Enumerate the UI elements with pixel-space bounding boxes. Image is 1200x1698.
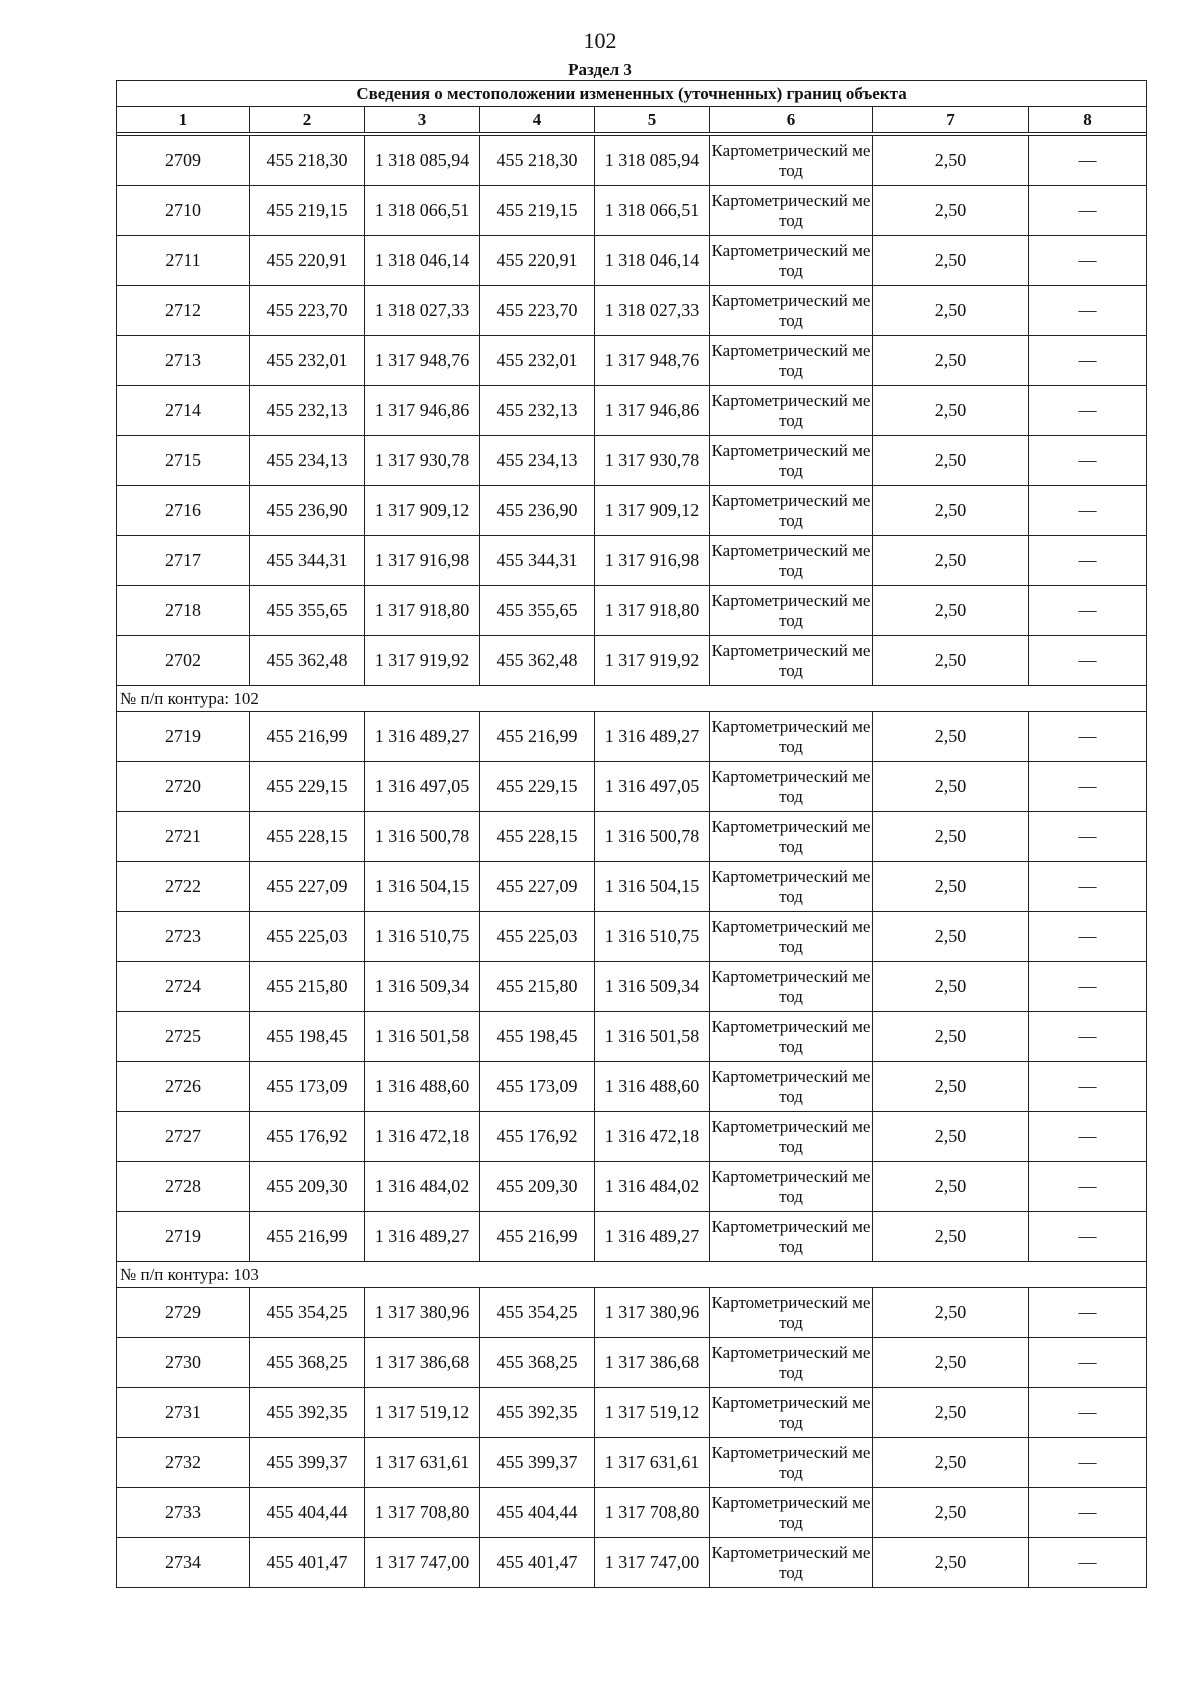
cell-x-existing: 455 344,31 xyxy=(250,536,365,586)
contour-row xyxy=(117,1262,1147,1288)
cell-x-new: 455 401,47 xyxy=(480,1538,595,1588)
table-row xyxy=(117,236,1147,286)
cell-point-number: 2722 xyxy=(117,862,250,912)
cell-x-new: 455 354,25 xyxy=(480,1288,595,1338)
contour-row xyxy=(117,686,1147,712)
cell-point-number: 2731 xyxy=(117,1388,250,1438)
cell-x-new: 455 209,30 xyxy=(480,1162,595,1212)
cell-description: — xyxy=(1029,1538,1147,1588)
cell-accuracy: 2,50 xyxy=(873,286,1029,336)
cell-point-number: 2710 xyxy=(117,186,250,236)
cell-y-existing: 1 317 909,12 xyxy=(365,486,480,536)
cell-y-new: 1 317 747,00 xyxy=(595,1538,710,1588)
cell-x-existing: 455 223,70 xyxy=(250,286,365,336)
cell-point-number: 2711 xyxy=(117,236,250,286)
cell-y-new: 1 316 509,34 xyxy=(595,962,710,1012)
cell-description: — xyxy=(1029,962,1147,1012)
cell-y-new: 1 318 066,51 xyxy=(595,186,710,236)
cell-x-new: 455 399,37 xyxy=(480,1438,595,1488)
cell-y-new: 1 316 488,60 xyxy=(595,1062,710,1112)
cell-x-new: 455 404,44 xyxy=(480,1488,595,1538)
cell-x-new: 455 229,15 xyxy=(480,762,595,812)
cell-y-new: 1 317 930,78 xyxy=(595,436,710,486)
cell-y-existing: 1 316 484,02 xyxy=(365,1162,480,1212)
cell-x-new: 455 220,91 xyxy=(480,236,595,286)
cell-y-existing: 1 316 488,60 xyxy=(365,1062,480,1112)
cell-x-new: 455 216,99 xyxy=(480,1212,595,1262)
cell-accuracy: 2,50 xyxy=(873,1538,1029,1588)
table-row xyxy=(117,1388,1147,1438)
cell-description: — xyxy=(1029,286,1147,336)
cell-y-existing: 1 317 708,80 xyxy=(365,1488,480,1538)
cell-description: — xyxy=(1029,636,1147,686)
cell-method: Картометрический метод xyxy=(710,536,873,586)
cell-y-new: 1 318 085,94 xyxy=(595,136,710,186)
cell-x-existing: 455 236,90 xyxy=(250,486,365,536)
cell-accuracy: 2,50 xyxy=(873,336,1029,386)
cell-point-number: 2713 xyxy=(117,336,250,386)
cell-x-existing: 455 234,13 xyxy=(250,436,365,486)
cell-y-existing: 1 316 500,78 xyxy=(365,812,480,862)
contour-label: № п/п контура: 103 xyxy=(117,1262,1147,1288)
cell-accuracy: 2,50 xyxy=(873,1438,1029,1488)
cell-y-existing: 1 317 918,80 xyxy=(365,586,480,636)
cell-x-existing: 455 354,25 xyxy=(250,1288,365,1338)
cell-point-number: 2730 xyxy=(117,1338,250,1388)
cell-method: Картометрический метод xyxy=(710,236,873,286)
cell-method: Картометрический метод xyxy=(710,1538,873,1588)
cell-x-new: 455 392,35 xyxy=(480,1388,595,1438)
cell-x-existing: 455 392,35 xyxy=(250,1388,365,1438)
cell-point-number: 2727 xyxy=(117,1112,250,1162)
cell-accuracy: 2,50 xyxy=(873,1388,1029,1438)
cell-method: Картометрический метод xyxy=(710,712,873,762)
table-row xyxy=(117,1488,1147,1538)
cell-x-new: 455 236,90 xyxy=(480,486,595,536)
cell-description: — xyxy=(1029,712,1147,762)
cell-point-number: 2716 xyxy=(117,486,250,536)
cell-method: Картометрический метод xyxy=(710,1212,873,1262)
cell-x-new: 455 344,31 xyxy=(480,536,595,586)
page-number: 102 xyxy=(583,28,617,53)
cell-y-existing: 1 317 930,78 xyxy=(365,436,480,486)
cell-method: Картометрический метод xyxy=(710,812,873,862)
cell-method: Картометрический метод xyxy=(710,1112,873,1162)
cell-accuracy: 2,50 xyxy=(873,712,1029,762)
cell-y-new: 1 317 386,68 xyxy=(595,1338,710,1388)
column-header: 1 xyxy=(117,107,250,133)
cell-x-existing: 455 216,99 xyxy=(250,712,365,762)
cell-description: — xyxy=(1029,1488,1147,1538)
cell-method: Картометрический метод xyxy=(710,1488,873,1538)
cell-method: Картометрический метод xyxy=(710,1438,873,1488)
cell-y-new: 1 316 497,05 xyxy=(595,762,710,812)
table-row xyxy=(117,386,1147,436)
cell-y-new: 1 318 046,14 xyxy=(595,236,710,286)
cell-method: Картометрический метод xyxy=(710,436,873,486)
cell-y-existing: 1 316 504,15 xyxy=(365,862,480,912)
cell-x-new: 455 234,13 xyxy=(480,436,595,486)
cell-y-new: 1 317 380,96 xyxy=(595,1288,710,1338)
cell-y-existing: 1 318 027,33 xyxy=(365,286,480,336)
cell-description: — xyxy=(1029,1288,1147,1338)
cell-method: Картометрический метод xyxy=(710,862,873,912)
table-row xyxy=(117,1112,1147,1162)
cell-x-new: 455 198,45 xyxy=(480,1012,595,1062)
cell-x-existing: 455 399,37 xyxy=(250,1438,365,1488)
cell-accuracy: 2,50 xyxy=(873,1112,1029,1162)
table-row xyxy=(117,962,1147,1012)
cell-description: — xyxy=(1029,136,1147,186)
cell-method: Картометрический метод xyxy=(710,586,873,636)
table-body xyxy=(117,136,1147,1588)
table-row xyxy=(117,586,1147,636)
cell-method: Картометрический метод xyxy=(710,386,873,436)
cell-x-existing: 455 173,09 xyxy=(250,1062,365,1112)
cell-y-new: 1 316 500,78 xyxy=(595,812,710,862)
column-header: 6 xyxy=(710,107,873,133)
cell-method: Картометрический метод xyxy=(710,762,873,812)
cell-method: Картометрический метод xyxy=(710,1162,873,1212)
boundary-coordinates-table xyxy=(116,80,1147,1588)
cell-description: — xyxy=(1029,1162,1147,1212)
table-row xyxy=(117,912,1147,962)
cell-x-new: 455 215,80 xyxy=(480,962,595,1012)
cell-x-existing: 455 401,47 xyxy=(250,1538,365,1588)
table-row xyxy=(117,1538,1147,1588)
table-row xyxy=(117,1162,1147,1212)
cell-y-existing: 1 317 380,96 xyxy=(365,1288,480,1338)
cell-y-new: 1 317 918,80 xyxy=(595,586,710,636)
cell-description: — xyxy=(1029,1212,1147,1262)
cell-accuracy: 2,50 xyxy=(873,536,1029,586)
cell-x-existing: 455 176,92 xyxy=(250,1112,365,1162)
cell-x-existing: 455 216,99 xyxy=(250,1212,365,1262)
table-row xyxy=(117,1212,1147,1262)
table-row xyxy=(117,536,1147,586)
column-header: 7 xyxy=(873,107,1029,133)
cell-accuracy: 2,50 xyxy=(873,486,1029,536)
cell-y-new: 1 317 946,86 xyxy=(595,386,710,436)
column-header: 3 xyxy=(365,107,480,133)
table-row xyxy=(117,636,1147,686)
cell-x-existing: 455 219,15 xyxy=(250,186,365,236)
cell-x-existing: 455 362,48 xyxy=(250,636,365,686)
column-header: 2 xyxy=(250,107,365,133)
cell-description: — xyxy=(1029,1438,1147,1488)
cell-point-number: 2734 xyxy=(117,1538,250,1588)
cell-description: — xyxy=(1029,486,1147,536)
cell-point-number: 2724 xyxy=(117,962,250,1012)
table-row xyxy=(117,862,1147,912)
cell-description: — xyxy=(1029,236,1147,286)
cell-x-existing: 455 232,13 xyxy=(250,386,365,436)
cell-x-existing: 455 368,25 xyxy=(250,1338,365,1388)
cell-accuracy: 2,50 xyxy=(873,1012,1029,1062)
cell-method: Картометрический метод xyxy=(710,1012,873,1062)
table-row xyxy=(117,1012,1147,1062)
cell-x-new: 455 368,25 xyxy=(480,1338,595,1388)
cell-y-existing: 1 316 509,34 xyxy=(365,962,480,1012)
cell-x-existing: 455 229,15 xyxy=(250,762,365,812)
cell-y-new: 1 317 631,61 xyxy=(595,1438,710,1488)
cell-y-existing: 1 318 046,14 xyxy=(365,236,480,286)
cell-x-new: 455 218,30 xyxy=(480,136,595,186)
cell-y-existing: 1 316 489,27 xyxy=(365,712,480,762)
cell-point-number: 2717 xyxy=(117,536,250,586)
cell-description: — xyxy=(1029,912,1147,962)
cell-y-new: 1 317 916,98 xyxy=(595,536,710,586)
cell-x-existing: 455 228,15 xyxy=(250,812,365,862)
cell-y-existing: 1 316 497,05 xyxy=(365,762,480,812)
cell-y-new: 1 316 489,27 xyxy=(595,712,710,762)
table-row xyxy=(117,812,1147,862)
cell-description: — xyxy=(1029,536,1147,586)
cell-x-existing: 455 232,01 xyxy=(250,336,365,386)
cell-y-existing: 1 318 085,94 xyxy=(365,136,480,186)
cell-x-new: 455 176,92 xyxy=(480,1112,595,1162)
cell-description: — xyxy=(1029,1062,1147,1112)
cell-x-existing: 455 227,09 xyxy=(250,862,365,912)
cell-accuracy: 2,50 xyxy=(873,636,1029,686)
cell-point-number: 2720 xyxy=(117,762,250,812)
cell-description: — xyxy=(1029,1112,1147,1162)
cell-y-existing: 1 316 489,27 xyxy=(365,1212,480,1262)
cell-y-new: 1 316 484,02 xyxy=(595,1162,710,1212)
cell-point-number: 2718 xyxy=(117,586,250,636)
cell-description: — xyxy=(1029,1012,1147,1062)
cell-y-existing: 1 316 501,58 xyxy=(365,1012,480,1062)
cell-description: — xyxy=(1029,862,1147,912)
table-row xyxy=(117,136,1147,186)
cell-accuracy: 2,50 xyxy=(873,1488,1029,1538)
cell-x-new: 455 228,15 xyxy=(480,812,595,862)
cell-y-existing: 1 316 472,18 xyxy=(365,1112,480,1162)
cell-accuracy: 2,50 xyxy=(873,1062,1029,1112)
cell-y-new: 1 318 027,33 xyxy=(595,286,710,336)
cell-x-new: 455 232,13 xyxy=(480,386,595,436)
cell-method: Картометрический метод xyxy=(710,1288,873,1338)
cell-description: — xyxy=(1029,586,1147,636)
cell-accuracy: 2,50 xyxy=(873,236,1029,286)
cell-description: — xyxy=(1029,762,1147,812)
cell-x-new: 455 173,09 xyxy=(480,1062,595,1112)
cell-accuracy: 2,50 xyxy=(873,586,1029,636)
cell-method: Картометрический метод xyxy=(710,1388,873,1438)
cell-accuracy: 2,50 xyxy=(873,862,1029,912)
cell-x-new: 455 355,65 xyxy=(480,586,595,636)
cell-method: Картометрический метод xyxy=(710,286,873,336)
cell-accuracy: 2,50 xyxy=(873,436,1029,486)
table-row xyxy=(117,762,1147,812)
cell-y-new: 1 317 708,80 xyxy=(595,1488,710,1538)
table-row xyxy=(117,1438,1147,1488)
cell-accuracy: 2,50 xyxy=(873,812,1029,862)
cell-x-existing: 455 355,65 xyxy=(250,586,365,636)
cell-method: Картометрический метод xyxy=(710,186,873,236)
cell-y-new: 1 317 519,12 xyxy=(595,1388,710,1438)
cell-point-number: 2728 xyxy=(117,1162,250,1212)
cell-method: Картометрический метод xyxy=(710,486,873,536)
cell-x-existing: 455 225,03 xyxy=(250,912,365,962)
cell-y-existing: 1 317 919,92 xyxy=(365,636,480,686)
cell-point-number: 2715 xyxy=(117,436,250,486)
cell-y-new: 1 316 510,75 xyxy=(595,912,710,962)
cell-x-existing: 455 215,80 xyxy=(250,962,365,1012)
cell-y-existing: 1 317 948,76 xyxy=(365,336,480,386)
column-header: 5 xyxy=(595,107,710,133)
cell-point-number: 2709 xyxy=(117,136,250,186)
table-row xyxy=(117,336,1147,386)
cell-x-existing: 455 218,30 xyxy=(250,136,365,186)
cell-description: — xyxy=(1029,186,1147,236)
cell-y-new: 1 316 472,18 xyxy=(595,1112,710,1162)
cell-description: — xyxy=(1029,436,1147,486)
cell-point-number: 2725 xyxy=(117,1012,250,1062)
cell-accuracy: 2,50 xyxy=(873,912,1029,962)
cell-y-existing: 1 317 631,61 xyxy=(365,1438,480,1488)
cell-description: — xyxy=(1029,812,1147,862)
cell-point-number: 2712 xyxy=(117,286,250,336)
cell-method: Картометрический метод xyxy=(710,136,873,186)
cell-y-existing: 1 318 066,51 xyxy=(365,186,480,236)
cell-point-number: 2719 xyxy=(117,712,250,762)
cell-x-new: 455 225,03 xyxy=(480,912,595,962)
table-row xyxy=(117,712,1147,762)
cell-accuracy: 2,50 xyxy=(873,1162,1029,1212)
cell-description: — xyxy=(1029,1338,1147,1388)
table-row xyxy=(117,1062,1147,1112)
cell-y-existing: 1 317 747,00 xyxy=(365,1538,480,1588)
cell-point-number: 2733 xyxy=(117,1488,250,1538)
cell-x-new: 455 227,09 xyxy=(480,862,595,912)
table-row xyxy=(117,186,1147,236)
cell-point-number: 2714 xyxy=(117,386,250,436)
cell-y-new: 1 317 919,92 xyxy=(595,636,710,686)
cell-y-existing: 1 317 519,12 xyxy=(365,1388,480,1438)
cell-method: Картометрический метод xyxy=(710,912,873,962)
table-title: Сведения о местоположении измененных (уточненных) границ объекта xyxy=(117,81,1147,107)
cell-x-new: 455 223,70 xyxy=(480,286,595,336)
table-row xyxy=(117,286,1147,336)
cell-y-existing: 1 317 386,68 xyxy=(365,1338,480,1388)
cell-y-existing: 1 316 510,75 xyxy=(365,912,480,962)
cell-y-new: 1 316 501,58 xyxy=(595,1012,710,1062)
cell-x-new: 455 216,99 xyxy=(480,712,595,762)
contour-label: № п/п контура: 102 xyxy=(117,686,1147,712)
cell-point-number: 2723 xyxy=(117,912,250,962)
cell-y-new: 1 316 489,27 xyxy=(595,1212,710,1262)
cell-method: Картометрический метод xyxy=(710,1338,873,1388)
cell-x-existing: 455 198,45 xyxy=(250,1012,365,1062)
cell-description: — xyxy=(1029,1388,1147,1438)
cell-method: Картометрический метод xyxy=(710,336,873,386)
cell-method: Картометрический метод xyxy=(710,1062,873,1112)
cell-point-number: 2702 xyxy=(117,636,250,686)
cell-y-new: 1 317 948,76 xyxy=(595,336,710,386)
column-header: 8 xyxy=(1029,107,1147,133)
table-row xyxy=(117,486,1147,536)
cell-method: Картометрический метод xyxy=(710,962,873,1012)
cell-accuracy: 2,50 xyxy=(873,386,1029,436)
cell-point-number: 2729 xyxy=(117,1288,250,1338)
cell-description: — xyxy=(1029,386,1147,436)
cell-y-existing: 1 317 946,86 xyxy=(365,386,480,436)
cell-accuracy: 2,50 xyxy=(873,762,1029,812)
cell-point-number: 2719 xyxy=(117,1212,250,1262)
column-header: 4 xyxy=(480,107,595,133)
cell-x-new: 455 219,15 xyxy=(480,186,595,236)
table-row xyxy=(117,1288,1147,1338)
cell-accuracy: 2,50 xyxy=(873,962,1029,1012)
cell-x-existing: 455 220,91 xyxy=(250,236,365,286)
cell-accuracy: 2,50 xyxy=(873,1212,1029,1262)
cell-accuracy: 2,50 xyxy=(873,186,1029,236)
cell-point-number: 2726 xyxy=(117,1062,250,1112)
table-row xyxy=(117,1338,1147,1388)
cell-x-existing: 455 209,30 xyxy=(250,1162,365,1212)
cell-y-existing: 1 317 916,98 xyxy=(365,536,480,586)
cell-description: — xyxy=(1029,336,1147,386)
cell-point-number: 2732 xyxy=(117,1438,250,1488)
section-title: Раздел 3 xyxy=(568,60,632,79)
cell-x-new: 455 362,48 xyxy=(480,636,595,686)
cell-point-number: 2721 xyxy=(117,812,250,862)
cell-accuracy: 2,50 xyxy=(873,1288,1029,1338)
table-row xyxy=(117,436,1147,486)
cell-y-new: 1 316 504,15 xyxy=(595,862,710,912)
cell-method: Картометрический метод xyxy=(710,636,873,686)
cell-accuracy: 2,50 xyxy=(873,136,1029,186)
cell-x-new: 455 232,01 xyxy=(480,336,595,386)
cell-accuracy: 2,50 xyxy=(873,1338,1029,1388)
cell-y-new: 1 317 909,12 xyxy=(595,486,710,536)
cell-x-existing: 455 404,44 xyxy=(250,1488,365,1538)
